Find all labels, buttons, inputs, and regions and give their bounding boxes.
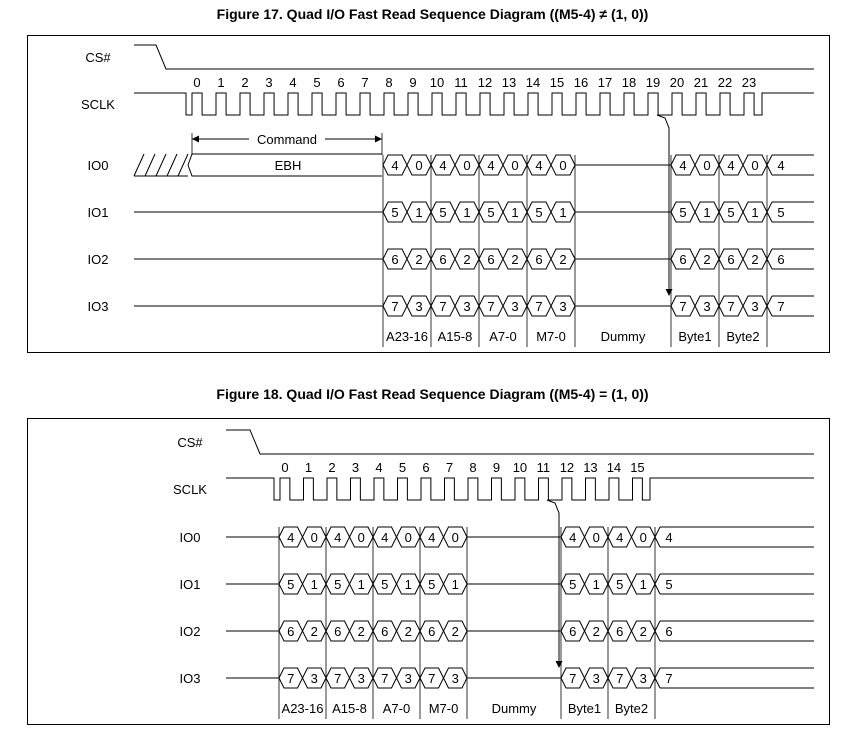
fig18-clock-number-11: 11 <box>536 460 551 475</box>
fig17-clock-number-20: 20 <box>669 75 685 90</box>
fig18-signal-sclk: SCLK <box>173 482 207 497</box>
fig18-io0-cell-3-label: 0 <box>357 530 365 545</box>
fig17-io1-cell-5-label: 1 <box>511 205 519 220</box>
fig17-signal-cs-bar: CS# <box>85 50 111 65</box>
fig18-signal-cs-bar: CS# <box>177 435 203 450</box>
fig17-io3-byte-cell-0-label: 7 <box>679 299 687 314</box>
fig17-clock-number-23: 23 <box>741 75 757 90</box>
fig17-clock-number-19: 19 <box>645 75 661 90</box>
fig18-io3-cell-6-label: 7 <box>428 671 436 686</box>
fig17-io2-cell-0-label: 6 <box>391 252 399 267</box>
fig17-field-label-byte1: Byte1 <box>678 329 712 344</box>
fig17-clock-number-4: 4 <box>289 75 297 90</box>
fig17-io0-byte-cell-1-label: 0 <box>703 158 711 173</box>
fig17-clock-number-21: 21 <box>693 75 709 90</box>
fig17-io3-tail-edge <box>767 296 772 316</box>
fig18-io0-tail-edge <box>655 527 660 547</box>
fig17-signal-io0: IO0 <box>87 158 109 173</box>
fig18-io3-byte-cell-3-label: 3 <box>639 671 647 686</box>
fig17-io3-cell-6-label: 7 <box>535 299 543 314</box>
fig18-io1-byte-cell-2-label: 5 <box>616 577 624 592</box>
fig18-io3-tail-edge <box>655 668 660 688</box>
fig18-io2-cell-1-label: 2 <box>310 624 318 639</box>
fig18-clock-number-3: 3 <box>351 460 360 475</box>
fig17-io2-cell-7-label: 2 <box>559 252 567 267</box>
fig18-io1-cell-2-label: 5 <box>334 577 342 592</box>
fig18-io2-cell-2-label: 6 <box>334 624 342 639</box>
fig18-io0-cell-0-label: 4 <box>287 530 295 545</box>
fig18-io2-cell-7-label: 2 <box>451 624 459 639</box>
fig17-io0-cell-0-label: 4 <box>391 158 399 173</box>
fig17-io3-cell-1-label: 3 <box>415 299 423 314</box>
fig17-io1-tail-edge <box>767 202 772 222</box>
fig17-field-label-dummy: Dummy <box>600 329 646 344</box>
fig17-clock-number-13: 13 <box>501 75 517 90</box>
fig18-data-out-arrow <box>547 500 559 664</box>
fig18-io1-cell-1-label: 1 <box>310 577 318 592</box>
fig18-io3-cell-0-label: 7 <box>287 671 295 686</box>
fig17-io0-cell-2-label: 4 <box>439 158 447 173</box>
fig18-clock-number-7: 7 <box>445 460 454 475</box>
fig17-clock-number-6: 6 <box>337 75 345 90</box>
fig17-clock-number-15: 15 <box>549 75 565 90</box>
fig18-io1-cell-4-label: 5 <box>381 577 389 592</box>
fig18-signal-io0: IO0 <box>179 530 201 545</box>
fig18-field-label-m7-0: M7-0 <box>428 701 459 716</box>
fig18-io0-byte-cell-2-label: 4 <box>616 530 624 545</box>
fig17-io3-cell-7-label: 3 <box>559 299 567 314</box>
fig17-field-label-byte2: Byte2 <box>726 329 760 344</box>
fig17-io1-byte-cell-1-label: 1 <box>703 205 711 220</box>
fig17-io1-cell-2-label: 5 <box>439 205 447 220</box>
fig17-io0-hatch <box>134 154 144 176</box>
fig18-io2-byte-cell-1-label: 2 <box>592 624 600 639</box>
fig17-clock-number-17: 17 <box>597 75 613 90</box>
fig17-io2-byte-cell-1-label: 2 <box>703 252 711 267</box>
fig18-clock-number-1: 1 <box>304 460 313 475</box>
fig17-io3-byte-cell-2-label: 7 <box>727 299 735 314</box>
fig18-io1-cell-0-label: 5 <box>287 577 295 592</box>
fig17-io0-cell-5-label: 0 <box>511 158 519 173</box>
fig17-clock-number-8: 8 <box>385 75 393 90</box>
fig17-io0-cell-4-label: 4 <box>487 158 495 173</box>
fig18-io3-cell-7-label: 3 <box>451 671 459 686</box>
fig17-data-out-arrow-head <box>666 289 673 296</box>
fig17-io0-hatch <box>145 154 155 176</box>
fig18-clock-number-10: 10 <box>512 460 528 475</box>
fig17-io0-cell-6-label: 4 <box>535 158 543 173</box>
fig18-clock-number-5: 5 <box>398 460 407 475</box>
fig18-signal-io1: IO1 <box>179 577 201 592</box>
fig18-io1-byte-cell-3-label: 1 <box>639 577 647 592</box>
fig18-field-label-byte1: Byte1 <box>567 701 602 716</box>
fig18-io3-cell-3-label: 3 <box>357 671 365 686</box>
fig18-field-label-byte2: Byte2 <box>614 701 649 716</box>
fig17-io2-byte-cell-2-label: 6 <box>727 252 735 267</box>
fig17-io0-hatch <box>167 154 177 176</box>
fig17-signal-io3: IO3 <box>87 299 109 314</box>
fig18-sclk-waveform <box>226 478 814 500</box>
fig18-clock-number-4: 4 <box>375 460 383 475</box>
fig18-io0-cell-6-label: 4 <box>428 530 436 545</box>
fig18-io0-cell-2-label: 4 <box>334 530 342 545</box>
fig18-io0-cell-5-label: 0 <box>404 530 412 545</box>
fig17-io3-cell-0-label: 7 <box>391 299 399 314</box>
fig18-signal-io3: IO3 <box>179 671 201 686</box>
fig18-io0-byte-cell-0-label: 4 <box>569 530 577 545</box>
fig18-io0-cell-7-label: 0 <box>451 530 459 545</box>
fig18-io1-cell-6-label: 5 <box>428 577 436 592</box>
fig18-io2-cell-4-label: 6 <box>381 624 389 639</box>
fig17-field-label-a23-16: A23-16 <box>386 329 428 344</box>
fig17-command-arrow-right-head <box>375 136 382 143</box>
fig18-clock-number-6: 6 <box>422 460 430 475</box>
fig18-clock-number-0: 0 <box>281 460 289 475</box>
fig18-io3-cell-5-label: 3 <box>404 671 412 686</box>
fig17-io1-tail-label: 5 <box>777 205 785 220</box>
fig17-io1-cell-6-label: 5 <box>535 205 543 220</box>
fig17-io0-hatch <box>178 154 188 176</box>
fig18-io1-byte-cell-1-label: 1 <box>592 577 600 592</box>
fig18-io2-byte-cell-2-label: 6 <box>616 624 624 639</box>
fig17-io2-cell-2-label: 6 <box>439 252 447 267</box>
fig17-sclk-waveform <box>134 93 814 115</box>
fig18-io3-cell-1-label: 3 <box>310 671 318 686</box>
fig18-clock-number-2: 2 <box>328 460 336 475</box>
fig17-clock-number-9: 9 <box>409 75 417 90</box>
fig17-io2-cell-5-label: 2 <box>511 252 519 267</box>
fig18-io1-byte-cell-0-label: 5 <box>569 577 577 592</box>
fig17-io0-byte-cell-3-label: 0 <box>751 158 759 173</box>
fig18-field-label-a23-16: A23-16 <box>281 701 324 716</box>
fig17-io3-cell-5-label: 3 <box>511 299 519 314</box>
fig18-clock-number-8: 8 <box>469 460 477 475</box>
fig18-clock-number-15: 15 <box>630 460 645 475</box>
fig17-io2-cell-3-label: 2 <box>463 252 471 267</box>
fig17-io3-byte-cell-1-label: 3 <box>703 299 711 314</box>
fig18-clock-number-14: 14 <box>606 460 622 475</box>
fig17-signal-io1: IO1 <box>87 205 109 220</box>
fig17-clock-number-1: 1 <box>217 75 225 90</box>
fig17-io3-byte-cell-3-label: 3 <box>751 299 759 314</box>
fig17-io2-tail-label: 6 <box>777 252 785 267</box>
fig18-io2-tail-edge <box>655 621 660 641</box>
fig18-io2-cell-5-label: 2 <box>404 624 412 639</box>
fig17-command-arrow-left-head <box>192 136 199 143</box>
fig17-signal-io2: IO2 <box>87 252 109 267</box>
fig18-clock-number-13: 13 <box>583 460 598 475</box>
fig18-io1-tail-edge <box>655 574 660 594</box>
fig18-io3-byte-cell-0-label: 7 <box>569 671 577 686</box>
fig17-io2-tail-edge <box>767 249 772 269</box>
fig17-io0-tail-label: 4 <box>777 158 785 173</box>
fig17-io0-byte-cell-0-label: 4 <box>679 158 687 173</box>
fig17-io0-tail-edge <box>767 155 772 175</box>
fig17-io2-byte-cell-0-label: 6 <box>679 252 687 267</box>
fig18-io3-cell-4-label: 7 <box>381 671 389 686</box>
fig17-io1-cell-0-label: 5 <box>391 205 399 220</box>
fig18-io0-byte-cell-1-label: 0 <box>592 530 600 545</box>
fig17-clock-number-2: 2 <box>241 75 249 90</box>
fig18-data-out-arrow-head <box>556 661 563 668</box>
fig17-io2-cell-1-label: 2 <box>415 252 423 267</box>
fig17-io3-tail-label: 7 <box>777 299 785 314</box>
fig17-clock-number-7: 7 <box>361 75 369 90</box>
fig17-io1-cell-3-label: 1 <box>463 205 471 220</box>
fig17-field-label-a7-0: A7-0 <box>489 329 517 344</box>
fig17-clock-number-14: 14 <box>525 75 541 90</box>
fig18-field-label-dummy: Dummy <box>491 701 537 716</box>
fig17-io0-hatch <box>156 154 166 176</box>
fig17-clock-number-5: 5 <box>313 75 321 90</box>
fig17-io1-cell-1-label: 1 <box>415 205 423 220</box>
fig17-signal-sclk: SCLK <box>81 97 115 112</box>
fig17-clock-number-18: 18 <box>621 75 637 90</box>
fig17-clock-number-12: 12 <box>477 75 493 90</box>
fig18-io0-byte-cell-3-label: 0 <box>639 530 647 545</box>
fig18-signal-io2: IO2 <box>179 624 201 639</box>
fig17-io1-cell-7-label: 1 <box>559 205 567 220</box>
fig18-io0-cell-1-label: 0 <box>310 530 318 545</box>
fig18-io1-cell-3-label: 1 <box>357 577 365 592</box>
fig17-io1-cell-4-label: 5 <box>487 205 495 220</box>
fig18-io0-cell-4-label: 4 <box>381 530 389 545</box>
fig17-io1-byte-cell-2-label: 5 <box>727 205 735 220</box>
fig18-io2-cell-0-label: 6 <box>287 624 295 639</box>
figure-18-title: Figure 18. Quad I/O Fast Read Sequence Diagram ((M5-4) = (1, 0)) <box>216 386 649 402</box>
fig17-field-label-m7-0: M7-0 <box>536 329 566 344</box>
fig17-command-value: EBH <box>274 158 302 173</box>
fig18-io3-cell-2-label: 7 <box>334 671 342 686</box>
fig17-io2-cell-6-label: 6 <box>535 252 543 267</box>
fig17-clock-number-0: 0 <box>193 75 201 90</box>
fig17-io3-cell-4-label: 7 <box>487 299 495 314</box>
fig18-io3-tail-label: 7 <box>665 671 673 686</box>
fig17-clock-number-22: 22 <box>717 75 733 90</box>
fig17-io0-byte-cell-2-label: 4 <box>727 158 735 173</box>
fig18-clock-number-9: 9 <box>492 460 501 475</box>
fig18-cs-waveform <box>226 430 814 454</box>
fig17-io0-cell-1-label: 0 <box>415 158 423 173</box>
fig17-cs-waveform <box>134 45 814 69</box>
fig17-field-label-a15-8: A15-8 <box>437 329 473 344</box>
fig17-clock-number-11: 11 <box>454 75 468 90</box>
fig17-data-out-arrow <box>657 115 669 292</box>
fig17-io1-byte-cell-0-label: 5 <box>679 205 687 220</box>
fig18-io3-byte-cell-1-label: 3 <box>592 671 600 686</box>
fig17-clock-number-16: 16 <box>573 75 589 90</box>
fig17-command-label: Command <box>257 132 317 147</box>
fig18-clock-number-12: 12 <box>559 460 575 475</box>
fig18-io0-tail-label: 4 <box>665 530 673 545</box>
fig18-field-label-a15-8: A15-8 <box>332 701 367 716</box>
fig17-io3-cell-3-label: 3 <box>463 299 471 314</box>
fig18-io2-cell-6-label: 6 <box>428 624 436 639</box>
fig17-io0-cell-3-label: 0 <box>463 158 471 173</box>
fig17-clock-number-3: 3 <box>265 75 273 90</box>
fig18-io1-tail-label: 5 <box>665 577 673 592</box>
fig18-io2-byte-cell-0-label: 6 <box>569 624 577 639</box>
fig18-field-label-a7-0: A7-0 <box>382 701 411 716</box>
fig18-io1-cell-7-label: 1 <box>451 577 459 592</box>
fig18-io2-tail-label: 6 <box>665 624 673 639</box>
fig18-io2-byte-cell-3-label: 2 <box>639 624 647 639</box>
fig17-io2-cell-4-label: 6 <box>487 252 495 267</box>
fig18-io2-cell-3-label: 2 <box>357 624 365 639</box>
fig17-io0-cell-7-label: 0 <box>559 158 567 173</box>
fig17-io2-byte-cell-3-label: 2 <box>751 252 759 267</box>
fig17-io1-byte-cell-3-label: 1 <box>751 205 759 220</box>
fig17-clock-number-10: 10 <box>429 75 445 90</box>
fig17-io3-cell-2-label: 7 <box>439 299 447 314</box>
fig18-io1-cell-5-label: 1 <box>404 577 412 592</box>
figure-17-title: Figure 17. Quad I/O Fast Read Sequence Diagram ((M5-4) ≠ (1, 0)) <box>216 6 649 22</box>
fig18-io3-byte-cell-2-label: 7 <box>616 671 624 686</box>
